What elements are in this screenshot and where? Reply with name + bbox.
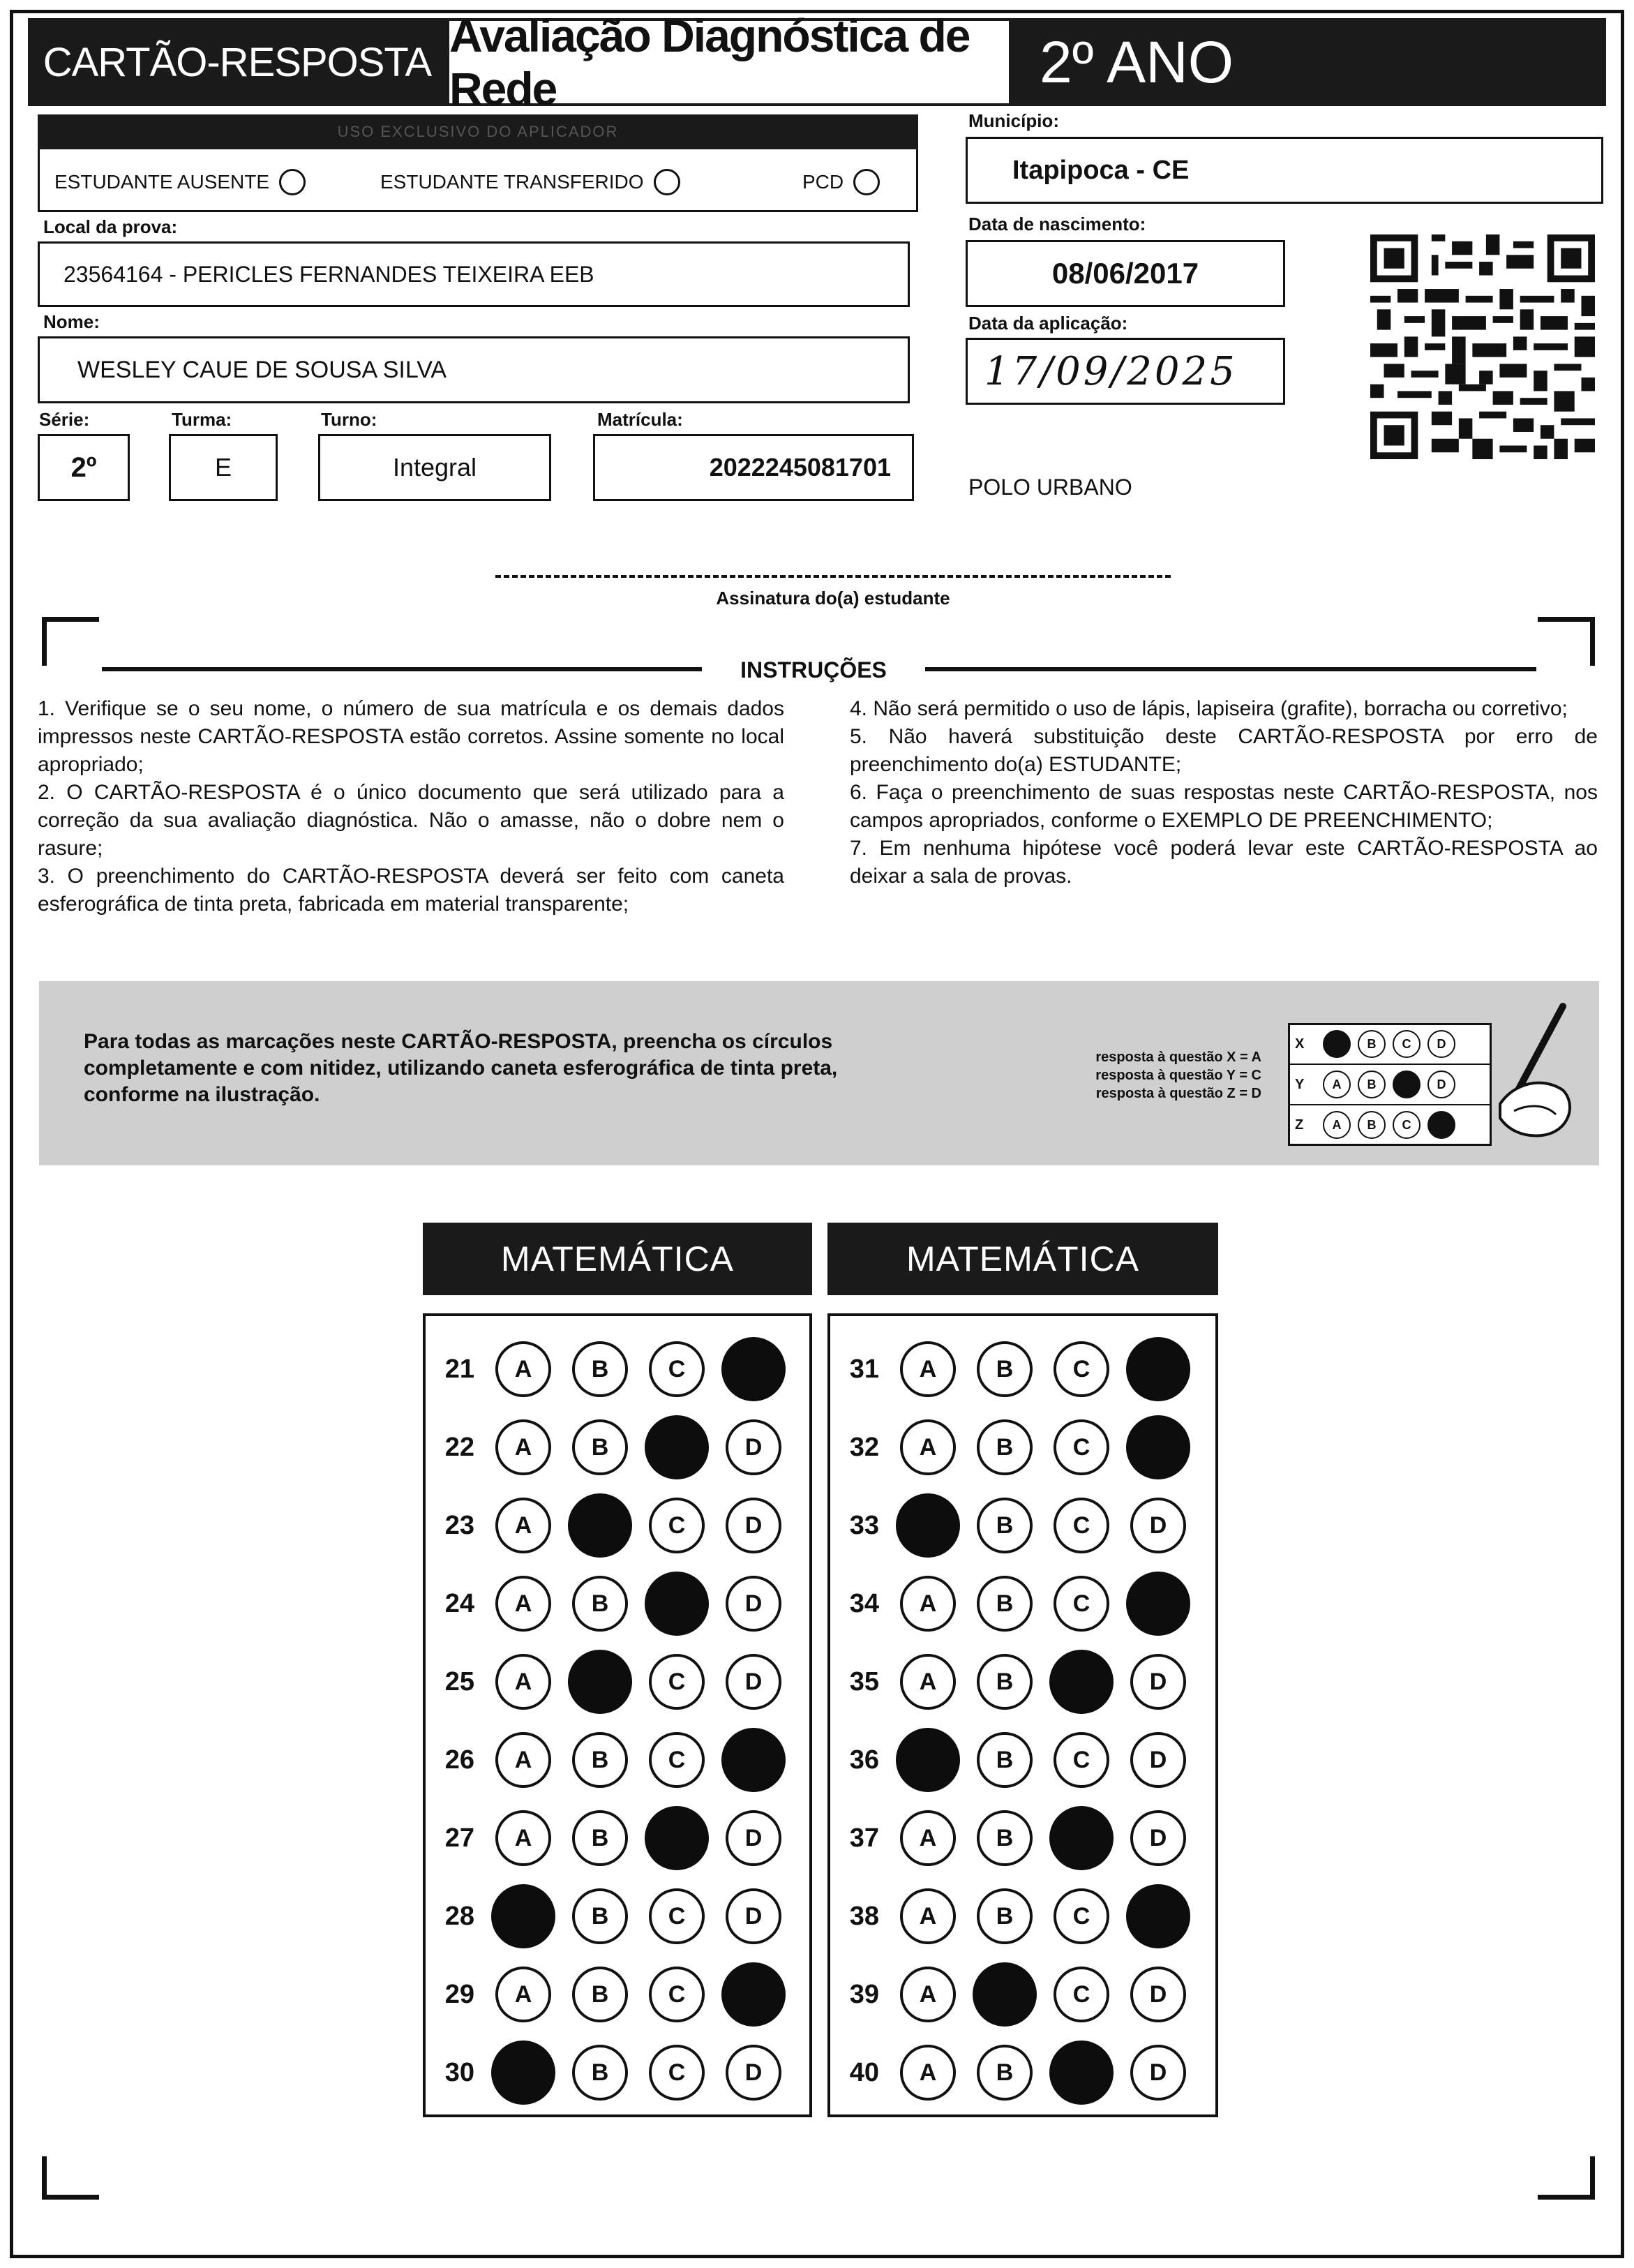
example-bubble-d: D [1427,1070,1455,1098]
answer-bubble-a[interactable]: A [900,1341,956,1397]
answer-bubble-a[interactable]: A [491,2041,555,2105]
matricula-value: 2022245081701 [709,453,891,482]
answer-bubble-a[interactable]: A [495,1498,551,1553]
question-row [837,1721,1186,1799]
example-bubble-c: C [1393,1030,1421,1058]
answer-bubble-d[interactable]: D [721,1337,786,1401]
polo-label: POLO URBANO [968,475,1132,500]
question-number: 29 [444,1979,474,2009]
pcd-label: PCD [802,171,844,193]
answer-bubble-a[interactable]: A [491,1884,555,1948]
turno-value: Integral [392,453,477,482]
question-number: 35 [849,1666,879,1696]
answer-bubble-b[interactable]: B [572,1732,628,1788]
example-grid-rows [1289,1024,1490,1144]
answer-bubble-a[interactable]: A [900,1810,956,1866]
answer-bubble-b[interactable]: B [977,1654,1033,1710]
question-number: 21 [444,1354,474,1384]
question-number: 33 [849,1510,879,1540]
qr-code-icon [1370,234,1595,459]
example-bubble-b: B [1358,1070,1386,1098]
turma-value: E [214,453,232,482]
answer-bubble-a[interactable]: A [495,1654,551,1710]
answer-bubble-a[interactable]: A [495,1576,551,1632]
example-row [1289,1104,1490,1144]
answer-bubble-a[interactable]: A [495,1810,551,1866]
answer-bubble-d[interactable]: D [1130,1498,1186,1553]
question-row [433,1408,781,1486]
instructions-title: INSTRUÇÕES [740,657,887,682]
example-row [1289,1024,1490,1064]
question-row [837,1408,1186,1486]
example-legend-z: resposta à questão Z = D [1095,1086,1261,1101]
question-number: 27 [444,1823,474,1853]
answer-bubble-c[interactable]: C [1049,1806,1114,1870]
answer-bubble-a[interactable]: A [900,1419,956,1475]
answer-bubble-d[interactable]: D [726,1654,781,1710]
answer-bubble-c[interactable]: C [1054,1967,1109,2022]
pcd-option[interactable] [802,169,880,195]
answer-bubble-c[interactable]: C [649,1732,705,1788]
answer-bubble-b[interactable]: B [572,1576,628,1632]
example-row-label: Y [1295,1076,1305,1092]
question-number: 38 [849,1901,879,1931]
question-number: 23 [444,1510,474,1540]
instruction-2: 2. O CARTÃO-RESPOSTA é o único documento que será utilizado para a correção da sua avaliação diagnóstica. Não o amasse, não o dobre nem o rasure; [38,781,784,860]
signature-line[interactable] [495,575,1171,578]
question-number: 31 [849,1354,879,1384]
answer-bubble-a[interactable]: A [495,1967,551,2022]
answer-bubble-c[interactable]: C [1054,1888,1109,1944]
answer-rows-1 [433,1330,781,2112]
transferred-circle[interactable] [654,169,680,195]
exam-title: Avaliação Diagnóstica de Rede [447,18,1012,106]
answer-bubble-c[interactable]: C [1054,1419,1109,1475]
turma-field [169,434,278,501]
question-row [433,1330,781,1408]
transferred-option[interactable] [380,169,680,195]
answer-bubble-d[interactable]: D [721,1728,786,1792]
question-row [433,1486,781,1565]
answer-bubble-b[interactable]: B [977,1810,1033,1866]
question-number: 39 [849,1979,879,2009]
example-bubble-d: D [1427,1030,1455,1058]
question-number: 32 [849,1432,879,1462]
municipio-field [966,137,1603,204]
answer-bubble-a[interactable]: A [900,1967,956,2022]
answer-bubble-b[interactable]: B [977,1498,1033,1553]
question-row [433,1955,781,2034]
question-number: 22 [444,1432,474,1462]
answer-bubble-d[interactable]: D [1126,1884,1190,1948]
signature-label: Assinatura do(a) estudante [716,588,950,609]
transferred-label: ESTUDANTE TRANSFERIDO [380,171,644,193]
answer-bubble-d[interactable]: D [726,1419,781,1475]
question-number: 40 [849,2057,879,2087]
example-bubble-a: A [1323,1070,1351,1098]
answer-bubble-d[interactable]: D [1130,1810,1186,1866]
answer-bubble-b[interactable]: B [977,1888,1033,1944]
example-bubble-b: B [1358,1030,1386,1058]
turma-label: Turma: [172,409,232,430]
example-bubble-d: D [1427,1111,1455,1139]
instr-rule-right [925,667,1536,671]
question-number: 28 [444,1901,474,1931]
answer-bubble-a[interactable]: A [900,1654,956,1710]
answer-bubble-a[interactable]: A [896,1728,960,1792]
question-number: 26 [444,1745,474,1775]
matricula-label: Matrícula: [597,409,683,430]
municipio-value: Itapipoca - CE [1012,155,1190,185]
question-row [433,1643,781,1721]
example-legend-y: resposta à questão Y = C [1095,1068,1261,1083]
grade-label: 2º ANO [1040,29,1234,95]
answer-bubble-c[interactable]: C [649,1341,705,1397]
example-bubble-a: A [1323,1111,1351,1139]
answer-bubble-d[interactable]: D [726,1888,781,1944]
answer-bubble-d[interactable]: D [726,1498,781,1553]
local-field [38,241,910,307]
answer-bubble-b[interactable]: B [572,1341,628,1397]
example-bubble-c: C [1393,1070,1421,1098]
absent-option[interactable] [54,169,306,195]
corner-mark-top-left [42,617,99,666]
instruction-1: 1. Verifique se o seu nome, o número de sua matrícula e os demais dados impressos neste CARTÃO-RESPOSTA estão corretos. Assine somente no local apropriado; [38,697,784,776]
applicator-bar: USO EXCLUSIVO DO APLICADOR [38,114,918,149]
answer-bubble-d[interactable]: D [721,1962,786,2027]
question-row [433,2034,781,2112]
aplicacao-field[interactable] [966,338,1285,405]
example-row [1289,1064,1490,1104]
answer-bubble-a[interactable]: A [900,2045,956,2101]
nascimento-label: Data de nascimento: [968,214,1146,234]
question-row [837,2034,1186,2112]
instruction-3: 3. O preenchimento do CARTÃO-RESPOSTA deverá ser feito com caneta esferográfica de tinta preta, fabricada em material transparente; [38,865,784,916]
name-field [38,336,910,403]
aplicacao-value: 17/09/2025 [984,348,1238,394]
answer-bubble-d[interactable]: D [1126,1337,1190,1401]
aplicacao-label: Data da aplicação: [968,313,1128,334]
answer-bubble-d[interactable]: D [1130,1654,1186,1710]
answer-bubble-b[interactable]: B [977,1576,1033,1632]
answer-bubble-b[interactable]: B [977,2045,1033,2101]
answer-bubble-b[interactable]: B [572,1967,628,2022]
answer-bubble-b[interactable]: B [572,2045,628,2101]
question-row [433,1799,781,1877]
instructions-left [38,695,784,918]
example-legend-x: resposta à questão X = A [1095,1050,1261,1065]
example-bubble-a: A [1323,1030,1351,1058]
serie-value: 2º [70,452,97,483]
answer-bubble-c[interactable]: C [645,1806,709,1870]
example-row-label: X [1295,1036,1305,1052]
corner-mark-bottom-left [42,2156,99,2200]
question-row [433,1721,781,1799]
question-row [837,1955,1186,2034]
answer-bubble-b[interactable]: B [977,1341,1033,1397]
answer-bubble-b[interactable]: B [973,1962,1037,2027]
name-label: Nome: [43,311,100,332]
turno-label: Turno: [321,409,377,430]
question-number: 24 [444,1588,474,1618]
answer-bubble-d[interactable]: D [726,2045,781,2101]
question-row [837,1330,1186,1408]
sheet-title: CARTÃO-RESPOSTA [43,39,432,85]
question-row [837,1643,1186,1721]
answer-bubble-b[interactable]: B [572,1810,628,1866]
answer-bubble-c[interactable]: C [1054,1732,1109,1788]
answer-bubble-d[interactable]: D [1126,1415,1190,1479]
answer-bubble-b[interactable]: B [572,1888,628,1944]
question-row [433,1565,781,1643]
instruction-7: 7. Em nenhuma hipótese você poderá levar este CARTÃO-RESPOSTA ao deixar a sala de provas. [850,837,1598,888]
absent-label: ESTUDANTE AUSENTE [54,171,270,193]
subject-title-1: MATEMÁTICA [423,1223,812,1295]
answer-bubble-c[interactable]: C [649,2045,705,2101]
serie-label: Série: [39,409,90,430]
answer-rows-2 [837,1330,1186,2112]
answer-bubble-b[interactable]: B [977,1732,1033,1788]
question-number: 36 [849,1745,879,1775]
answer-bubble-a[interactable]: A [900,1888,956,1944]
answer-bubble-d[interactable]: D [1126,1572,1190,1636]
answer-bubble-c[interactable]: C [1054,1576,1109,1632]
pcd-circle[interactable] [853,169,880,195]
answer-bubble-a[interactable]: A [495,1732,551,1788]
municipio-label: Município: [968,110,1059,131]
example-row-label: Z [1295,1117,1304,1133]
answer-bubble-c[interactable]: C [1054,1341,1109,1397]
corner-mark-bottom-right [1538,2156,1595,2200]
question-row [433,1877,781,1955]
serie-field [38,434,130,501]
answer-bubble-c[interactable]: C [649,1498,705,1553]
answer-bubble-b[interactable]: B [568,1650,632,1714]
question-number: 34 [849,1588,879,1618]
example-bubble-b: B [1358,1111,1386,1139]
answer-bubble-a[interactable]: A [896,1493,960,1558]
answer-bubble-b[interactable]: B [977,1419,1033,1475]
answer-bubble-d[interactable]: D [1130,1967,1186,2022]
answer-bubble-c[interactable]: C [1054,1498,1109,1553]
turno-field [318,434,551,501]
question-row [837,1565,1186,1643]
nascimento-value: 08/06/2017 [1051,257,1199,290]
answer-bubble-d[interactable]: D [1130,1732,1186,1788]
example-legend [989,1048,1261,1103]
nascimento-field [966,240,1285,307]
answer-bubble-b[interactable]: B [572,1419,628,1475]
example-text: Para todas as marcações neste CARTÃO-RESPOSTA, preencha os círculos completamente e com nitidez, utilizando caneta esferográfica de tinta preta, conforme na ilustração. [84,1030,838,1106]
answer-bubble-d[interactable]: D [726,1576,781,1632]
question-row [837,1799,1186,1877]
question-row [837,1877,1186,1955]
answer-bubble-a[interactable]: A [900,1576,956,1632]
matricula-field [593,434,914,501]
answer-bubble-c[interactable]: C [1049,1650,1114,1714]
answer-bubble-c[interactable]: C [645,1415,709,1479]
absent-circle[interactable] [279,169,306,195]
instruction-6: 6. Faça o preenchimento de suas respostas neste CARTÃO-RESPOSTA, nos campos apropriados, conforme o EXEMPLO DE PREENCHIMENTO; [850,781,1598,832]
question-number: 37 [849,1823,879,1853]
answer-bubble-c[interactable]: C [1049,2041,1114,2105]
answer-bubble-a[interactable]: A [495,1341,551,1397]
answer-bubble-a[interactable]: A [495,1419,551,1475]
subject-title-2: MATEMÁTICA [827,1223,1218,1295]
instruction-5: 5. Não haverá substituição deste CARTÃO-RESPOSTA por erro de preenchimento do(a) ESTUDANTE; [850,725,1598,776]
example-bubble-c: C [1393,1111,1421,1139]
instructions-right [850,695,1598,890]
answer-bubble-c[interactable]: C [645,1572,709,1636]
corner-mark-top-right [1538,617,1595,666]
instruction-4: 4. Não será permitido o uso de lápis, lapiseira (grafite), borracha ou corretivo; [850,697,1568,720]
instr-rule-left [102,667,702,671]
local-value: 23564164 - PERICLES FERNANDES TEIXEIRA EEB [63,261,594,287]
local-label: Local da prova: [43,216,178,237]
answer-bubble-b[interactable]: B [568,1493,632,1558]
answer-bubble-c[interactable]: C [649,1888,705,1944]
answer-bubble-d[interactable]: D [726,1810,781,1866]
answer-bubble-d[interactable]: D [1130,2045,1186,2101]
pen-hand-icon [1479,999,1584,1139]
question-number: 30 [444,2057,474,2087]
name-value: WESLEY CAUE DE SOUSA SILVA [77,356,447,383]
question-row [837,1486,1186,1565]
answer-bubble-c[interactable]: C [649,1967,705,2022]
answer-bubble-c[interactable]: C [649,1654,705,1710]
question-number: 25 [444,1666,474,1696]
